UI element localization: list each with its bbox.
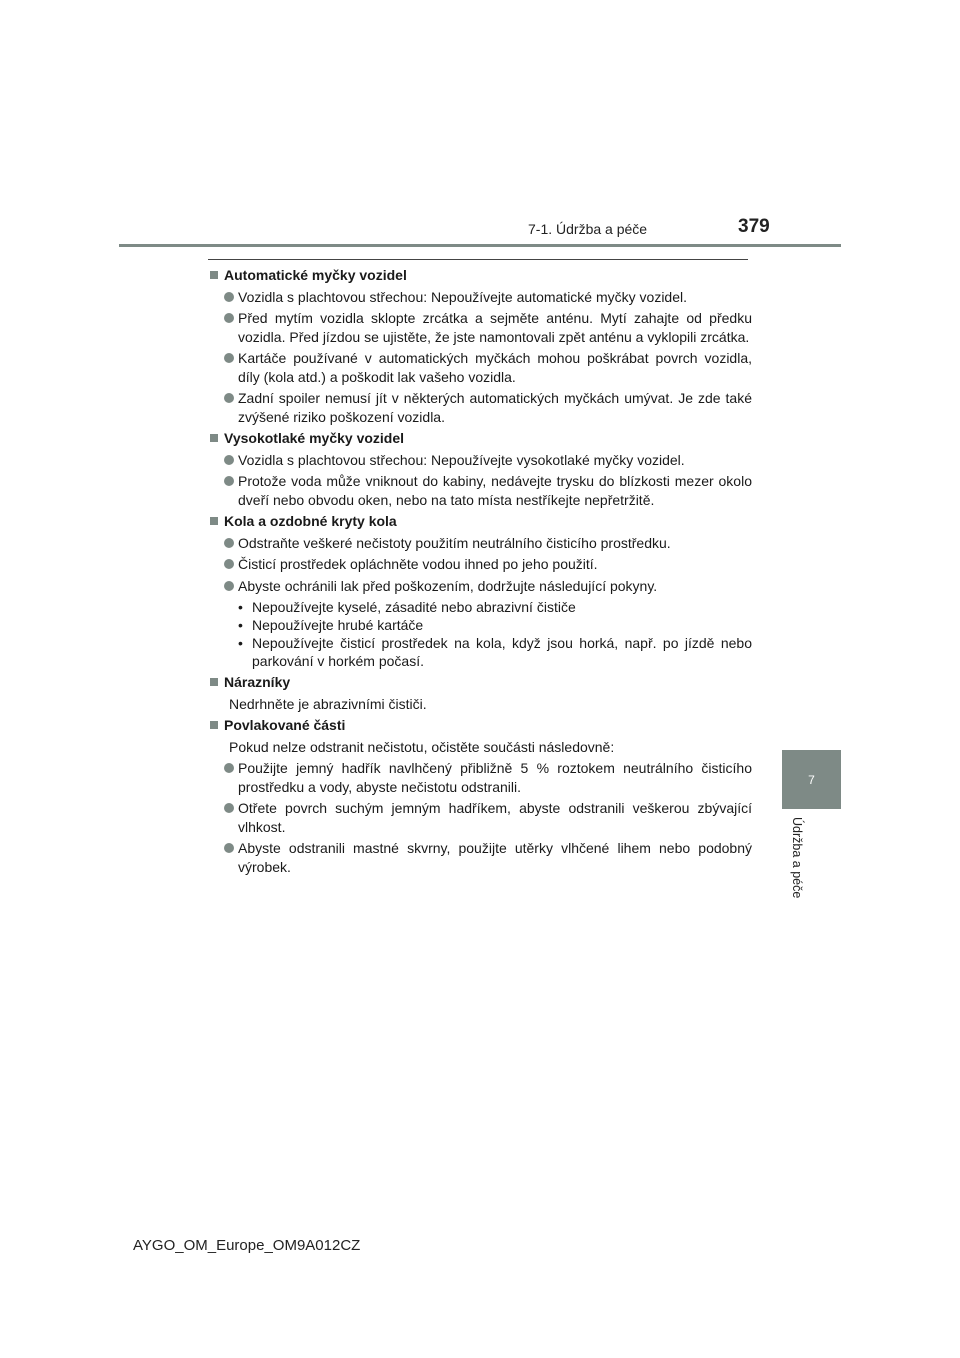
bullet-text: Vozidla s plachtovou střechou: Nepoužívejte vysokotlaké myčky vozidel. — [238, 451, 685, 468]
circle-bullet-icon — [224, 763, 234, 773]
section-heading-text: Vysokotlaké myčky vozidel — [224, 430, 405, 446]
running-header-section: 7-1. Údržba a péče — [528, 221, 648, 237]
bullet-text: Abyste ochránili lak před poškozením, dodržujte následující pokyny. — [238, 577, 658, 594]
circle-bullet-icon — [224, 393, 234, 403]
section-heading — [210, 716, 752, 735]
sub-list-item — [238, 616, 752, 634]
circle-bullet-icon — [224, 559, 234, 569]
circle-bullet-icon — [224, 292, 234, 302]
bullet-text: Vozidla s plachtovou střechou: Nepoužívejte automatické myčky vozidel. — [238, 288, 688, 305]
square-bullet-icon — [210, 434, 218, 442]
bullet-item — [224, 799, 752, 836]
bullet-text: Kartáče používané v automatických myčkách mohou poškrábat povrch vozidla, díly (kola atd.) a poškodit lak vašeho vozidla. — [238, 350, 752, 385]
small-dot-marker: • — [238, 617, 243, 633]
circle-bullet-icon — [224, 455, 234, 465]
section-paragraph: Pokud nelze odstranit nečistotu, očistěte součásti následovně: — [229, 738, 615, 755]
section-heading-text: Povlakované části — [224, 717, 346, 733]
bullet-text: Zadní spoiler nemusí jít v některých automatických myčkách umývat. Je zde také zvýšené riziko poškození vozidla. — [238, 390, 752, 425]
section-heading-text: Kola a ozdobné kryty kola — [224, 513, 397, 529]
bullet-text: Odstraňte veškeré nečistoty použitím neutrálního čisticího prostředku. — [238, 534, 671, 551]
square-bullet-icon — [210, 271, 218, 279]
bullet-item — [224, 389, 752, 426]
sub-list-text: Nepoužívejte kyselé, zásadité nebo abrazivní čističe — [252, 599, 576, 615]
sub-list-text: Nepoužívejte hrubé kartáče — [252, 617, 424, 633]
small-dot-marker: • — [238, 635, 243, 651]
page-content — [210, 266, 752, 879]
sub-list — [238, 598, 752, 670]
section-heading-text: Nárazníky — [224, 674, 291, 690]
bullet-item — [224, 577, 752, 596]
document-code: AYGO_OM_Europe_OM9A012CZ — [133, 1237, 361, 1254]
small-dot-marker: • — [238, 599, 243, 615]
chapter-tab — [782, 750, 841, 809]
bullet-text: Protože voda může vniknout do kabiny, nedávejte trysku do blízkosti mezer okolo dveří nebo obvodu oken, nebo na tato místa nestříkejte nepřetržitě. — [238, 473, 752, 508]
bullet-item — [224, 451, 752, 470]
page-number: 379 — [738, 216, 770, 237]
bullet-item — [224, 759, 752, 796]
square-bullet-icon — [210, 721, 218, 729]
circle-bullet-icon — [224, 353, 234, 363]
sub-list-item — [238, 634, 752, 670]
bullet-text: Před mytím vozidla sklopte zrcátka a sejměte anténu. Mytí zahajte od předku vozidla. Před jízdou se ujistěte, že jste namontovali zpět anténu a vyklopili zrcátka. — [238, 310, 752, 345]
circle-bullet-icon — [224, 476, 234, 486]
circle-bullet-icon — [224, 581, 234, 591]
bullet-item — [224, 309, 752, 346]
sub-list-text: Nepoužívejte čisticí prostředek na kola, když jsou horká, např. po jízdě nebo parkování v horkém počasí. — [252, 635, 752, 669]
square-bullet-icon — [210, 678, 218, 686]
bullet-text: Čisticí prostředek opláchněte vodou ihned po jeho použití. — [238, 556, 598, 572]
circle-bullet-icon — [224, 538, 234, 548]
section-heading — [210, 512, 752, 531]
bullet-item — [224, 288, 752, 307]
bullet-item — [224, 349, 752, 386]
section-paragraph: Nedrhněte je abrazivními čističi. — [229, 695, 427, 712]
sub-list-item — [238, 598, 752, 616]
section-heading — [210, 429, 752, 448]
square-bullet-icon — [210, 517, 218, 525]
chapter-number: 7 — [808, 772, 815, 787]
section-heading — [210, 266, 752, 285]
content-top-rule — [208, 259, 748, 260]
section-heading — [210, 673, 752, 692]
circle-bullet-icon — [224, 803, 234, 813]
bullet-text: Otřete povrch suchým jemným hadříkem, abyste odstranili veškerou zbývající vlhkost. — [238, 800, 752, 835]
bullet-item — [224, 839, 752, 876]
header-rule — [119, 244, 841, 247]
bullet-item — [224, 555, 752, 574]
bullet-text: Abyste odstranili mastné skvrny, použijte utěrky vlhčené lihem nebo podobný výrobek. — [238, 840, 752, 875]
section-heading-text: Automatické myčky vozidel — [224, 267, 407, 283]
bullet-text: Použijte jemný hadřík navlhčený přibližně 5 % roztokem neutrálního čisticího prostředku a vody, abyste nečistotu odstranili. — [238, 760, 752, 795]
chapter-title-vertical: Údržba a péče — [790, 817, 804, 899]
circle-bullet-icon — [224, 313, 234, 323]
circle-bullet-icon — [224, 843, 234, 853]
bullet-item — [224, 472, 752, 509]
bullet-item — [224, 534, 752, 553]
